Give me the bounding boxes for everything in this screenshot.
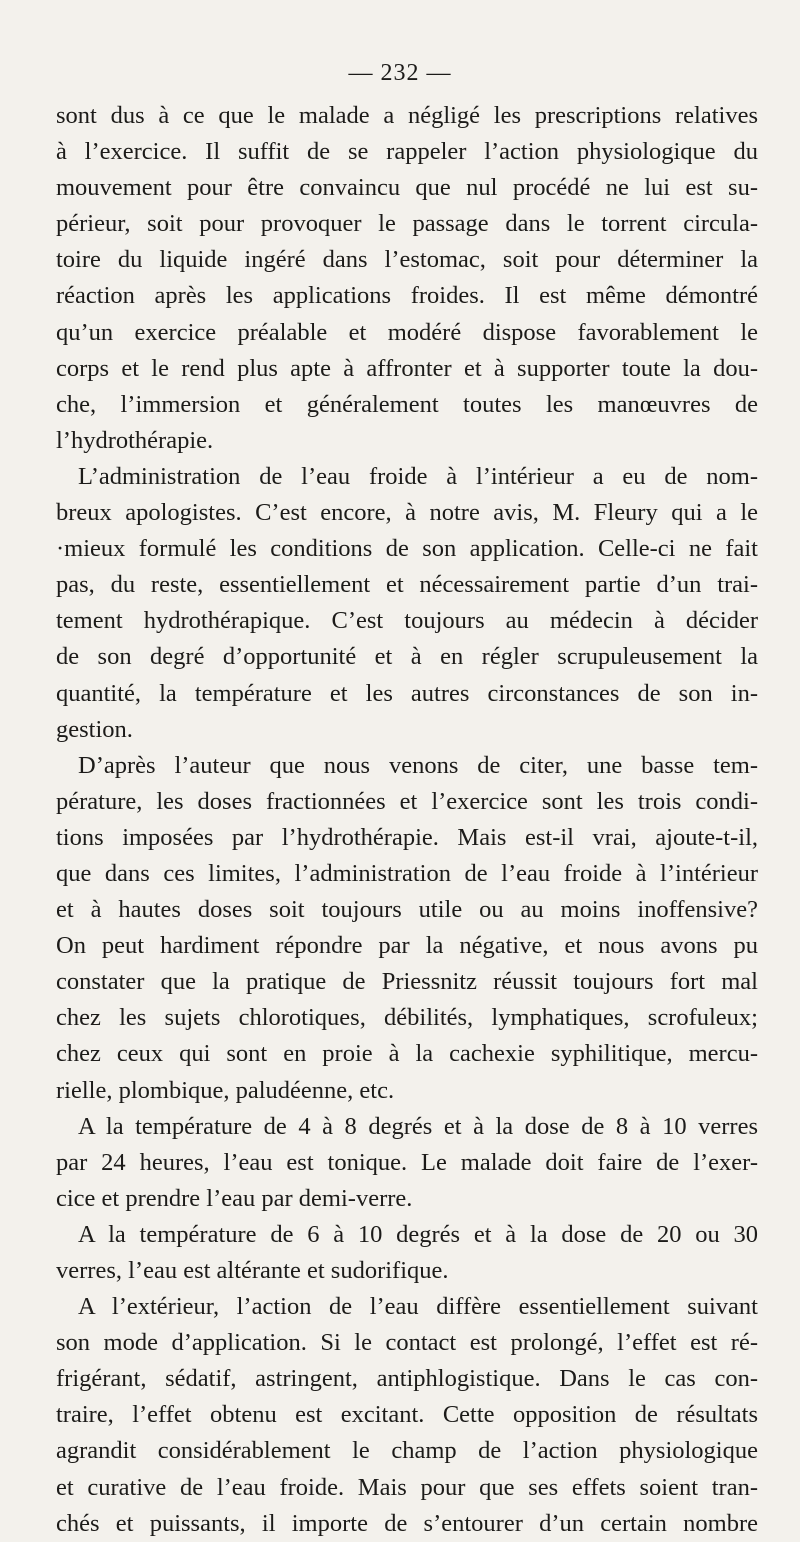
text-line: pas, du reste, essentiellement et nécessairement partie d’un trai- — [56, 571, 758, 599]
text-line: et à hautes doses soit toujours utile ou au moins inoffensive? — [56, 896, 758, 924]
text-line: rielle, plombique, paludéenne, etc. — [56, 1076, 395, 1104]
text-line: A l’extérieur, l’action de l’eau diffère essentiellement suivant — [78, 1293, 758, 1321]
text-line: A la température de 4 à 8 degrés et à la dose de 8 à 10 verres — [78, 1112, 758, 1140]
text-line: chés et puissants, il importe de s’entourer d’un certain nombre — [56, 1509, 758, 1537]
text-line: tement hydrothérapique. C’est toujours au médecin à décider — [56, 607, 758, 635]
text-line: de son degré d’opportunité et à en régler scrupuleusement la — [56, 643, 758, 671]
text-line: On peut hardiment répondre par la négative, et nous avons pu — [56, 932, 758, 960]
paragraph — [56, 1217, 758, 1289]
text-line: constater que la pratique de Priessnitz réussit toujours fort mal — [56, 968, 758, 996]
text-line: sont dus à ce que le malade a négligé les prescriptions relatives — [56, 102, 758, 129]
text-line: frigérant, sédatif, astringent, antiphlogistique. Dans le cas con- — [56, 1365, 758, 1393]
paragraph — [56, 1109, 758, 1217]
paragraph — [56, 748, 758, 1109]
text-line: verres, l’eau est altérante et sudorifique. — [56, 1257, 449, 1284]
paragraph — [56, 459, 758, 748]
paragraph — [56, 1289, 758, 1542]
paragraph — [56, 98, 758, 459]
text-line: périeur, soit pour provoquer le passage dans le torrent circula- — [56, 210, 758, 238]
body-text — [56, 98, 758, 1542]
text-line: que dans ces limites, l’administration de l’eau froide à l’intérieur — [56, 859, 758, 887]
text-line: corps et le rend plus apte à affronter et à supporter toute la dou- — [56, 354, 758, 382]
text-line: D’après l’auteur que nous venons de citer, une basse tem- — [78, 751, 758, 779]
text-line: réaction après les applications froides. Il est même démontré — [56, 282, 758, 310]
page-number: — 232 — — [348, 60, 452, 86]
text-line: agrandit considérablement le champ de l’action physiologique — [56, 1437, 758, 1465]
text-line: chez les sujets chlorotiques, débilités, lymphatiques, scrofuleux; — [56, 1004, 758, 1032]
text-line: cice et prendre l’eau par demi-verre. — [56, 1184, 413, 1212]
text-line: quantité, la température et les autres circonstances de son in- — [56, 679, 758, 707]
text-line: toire du liquide ingéré dans l’estomac, soit pour déterminer la — [56, 246, 758, 274]
text-line: gestion. — [56, 715, 133, 743]
text-line: à l’exercice. Il suffit de se rappeler l’action physiologique du — [56, 138, 758, 166]
text-line: et curative de l’eau froide. Mais pour que ses effets soient tran- — [56, 1473, 758, 1501]
text-line: breux apologistes. C’est encore, à notre avis, M. Fleury qui a le — [56, 499, 758, 527]
text-line: qu’un exercice préalable et modéré dispose favorablement le — [56, 318, 758, 346]
text-line: mouvement pour être convaincu que nul procédé ne lui est su- — [56, 174, 758, 202]
text-line: l’hydrothérapie. — [56, 426, 214, 454]
text-line: par 24 heures, l’eau est tonique. Le malade doit faire de l’exer- — [56, 1148, 758, 1176]
text-line: traire, l’effet obtenu est excitant. Cette opposition de résultats — [56, 1401, 758, 1429]
text-line: ·mieux formulé les conditions de son application. Celle-ci ne fait — [56, 535, 758, 563]
text-line: che, l’immersion et généralement toutes les manœuvres de — [56, 390, 758, 418]
text-line: chez ceux qui sont en proie à la cachexie syphilitique, mercu- — [56, 1040, 758, 1068]
text-line: L’administration de l’eau froide à l’intérieur a eu de nom- — [78, 462, 758, 490]
text-line: son mode d’application. Si le contact est prolongé, l’effet est ré- — [56, 1329, 758, 1357]
text-line: A la température de 6 à 10 degrés et à la dose de 20 ou 30 — [78, 1220, 758, 1248]
text-line: pérature, les doses fractionnées et l’exercice sont les trois condi- — [56, 787, 758, 815]
text-line: tions imposées par l’hydrothérapie. Mais est-il vrai, ajoute-t-il, — [56, 823, 758, 851]
